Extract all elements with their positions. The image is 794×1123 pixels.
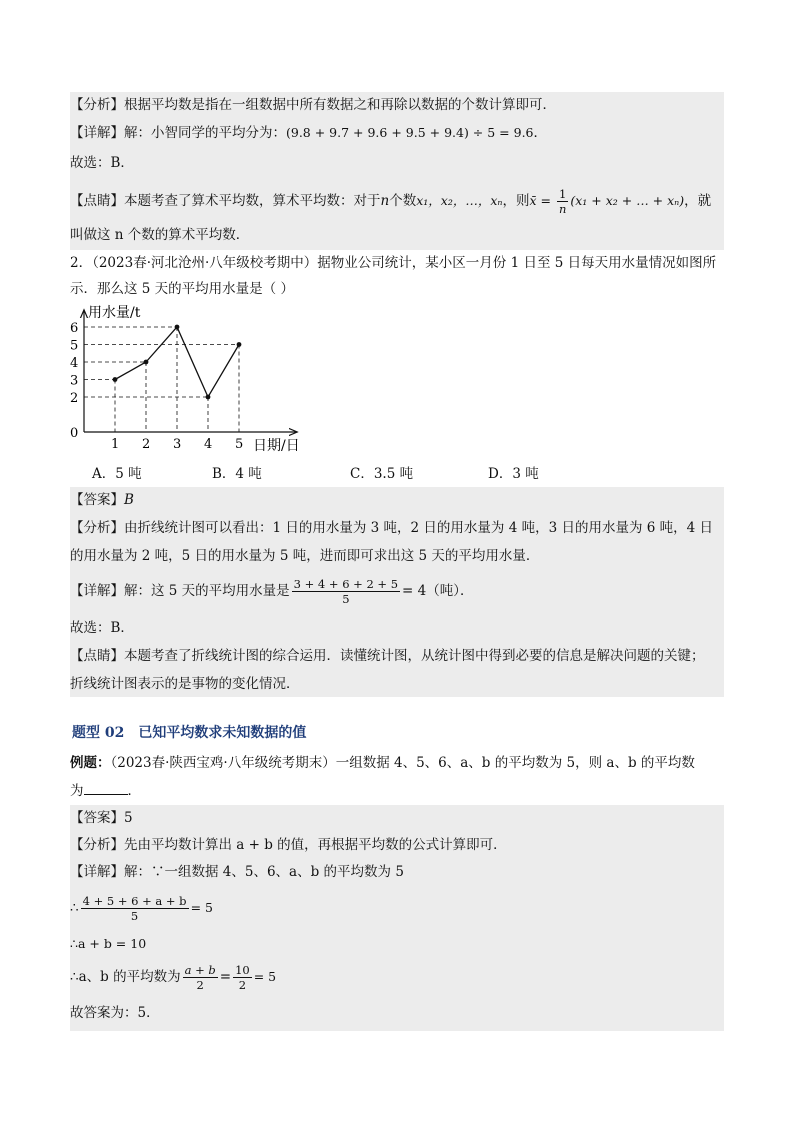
q2-answer-value: B — [124, 492, 134, 508]
data-point — [237, 342, 242, 347]
data-point — [113, 377, 118, 382]
q2-detail-fraction: $\frac{3 + 4 + 6 + 2 + 5}{5}$ — [293, 577, 399, 606]
example-step-3 — [70, 957, 724, 997]
q2-answer-line — [70, 487, 724, 513]
analysis-line — [70, 92, 724, 118]
q2-comment-line-2: 折线统计图表示的是事物的变化情况． — [70, 676, 300, 692]
q2-answer-tag: 【答案】 — [70, 492, 124, 508]
comment-xbar: x̄ = — [529, 193, 555, 208]
example-final-line: 故答案为：5． — [70, 1005, 160, 1021]
q2-analysis-tag: 【分析】 — [70, 520, 124, 536]
comment-x-list: x₁，x₂，…，xₙ — [416, 193, 503, 208]
step1-pre: ∴ — [70, 900, 79, 916]
y-tick-label: 0 — [70, 426, 79, 441]
comment-text-2: 个数 — [389, 193, 417, 209]
example-answer-value: 5 — [124, 810, 133, 826]
comment-text-4: ，就 — [684, 193, 712, 209]
x-tick-label: 4 — [204, 437, 213, 452]
comment-text-3: ，则 — [502, 193, 530, 209]
step1-fraction: $\frac{4 + 5 + 6 + a + b}{5}$ — [82, 894, 187, 923]
detail-line — [70, 120, 724, 146]
step1-post: = 5 — [190, 900, 213, 915]
y-axis-label: 用水量/t — [88, 305, 141, 321]
comment-fraction: $\frac{1}{n}$ — [558, 187, 567, 216]
step2-text: ∴a + b = 10 — [70, 936, 147, 951]
q2-detail-tag: 【详解】 — [70, 583, 124, 599]
data-point — [144, 360, 149, 365]
step3-post: = 5 — [253, 969, 277, 984]
q2-analysis-line-2: 的用水量为 2 吨，5 日的用水量为 5 吨，进而即可求出这 5 天的平均用水量． — [70, 548, 540, 564]
x-axis-label: 日期/日 — [253, 438, 300, 454]
x-tick-label: 3 — [173, 437, 182, 452]
example-analysis-line — [70, 832, 724, 858]
y-tick-label: 2 — [70, 391, 79, 406]
detail-end: ． — [533, 125, 548, 141]
example-stem-post: ． — [127, 783, 141, 799]
example-analysis-tag: 【分析】 — [70, 837, 124, 853]
option-b[interactable]: B．4 吨 — [212, 466, 262, 482]
analysis-tag: 【分析】 — [70, 97, 124, 113]
example-analysis-text: 先由平均数计算出 a + b 的值，再根据平均数的公式计算即可． — [124, 837, 507, 853]
x-tick-label: 2 — [142, 437, 151, 452]
x-tick-label: 5 — [235, 437, 244, 452]
y-tick-label: 3 — [70, 373, 79, 389]
y-tick-label: 4 — [70, 356, 79, 371]
detail-text: 解：小智同学的平均分为： — [124, 125, 286, 141]
example-stem-text: （2023春·陕西宝鸡·八年级统考期末）一组数据 4、5、6、a、b 的平均数为 5，则 a、b 的平均数 — [110, 755, 695, 771]
q2-comment-text-1: 本题考查了折线统计图的综合运用．读懂统计图，从统计图中得到必要的信息是解决问题的关键； — [124, 648, 705, 664]
section-title: 题型 02 已知平均数求未知数据的值 — [72, 725, 307, 741]
analysis-text: 根据平均数是指在一组数据中所有数据之和再除以数据的个数计算即可． — [124, 97, 556, 113]
step3-eq: = — [219, 969, 232, 985]
detail-formula: (9.8 + 9.7 + 9.6 + 9.5 + 9.4) ÷ 5 = 9.6 — [286, 125, 534, 140]
step3-pre: ∴a、b 的平均数为 — [70, 969, 181, 985]
q2-detail-text: 解：这 5 天的平均用水量是 — [124, 583, 290, 599]
example-detail-text: 解：∵一组数据 4、5、6、a、b 的平均数为 5 — [124, 864, 404, 880]
y-tick-label: 5 — [70, 338, 79, 354]
water-usage-line-chart — [60, 300, 320, 460]
example-detail-line — [70, 859, 724, 885]
q2-detail-result: = 4（吨）． — [402, 583, 474, 599]
detail-tag: 【详解】 — [70, 125, 124, 141]
q2-comment-line-1 — [70, 643, 724, 669]
data-point — [206, 395, 211, 400]
comment-tag: 【点睛】 — [70, 193, 124, 209]
q2-comment-tag: 【点睛】 — [70, 648, 124, 664]
q2-analysis-text-1: 由折线统计图可以看出：1 日的用水量为 3 吨，2 日的用水量为 4 吨，3 日的用水量为 6 吨，4 日 — [124, 520, 714, 536]
example-stem-line-1 — [70, 750, 724, 776]
example-answer-line — [70, 805, 724, 831]
q2-stem-line-1: 2．（2023春·河北沧州·八年级校考期中）据物业公司统计，某小区一月份 1 日至 5 日每天用水量情况如图所 — [70, 255, 717, 271]
comment-line-1 — [70, 186, 724, 216]
example-step-2 — [70, 931, 724, 957]
comment-text-1: 本题考查了算术平均数，算术平均数：对于 — [124, 193, 381, 209]
q2-choice-line: 故选：B． — [70, 620, 134, 636]
example-detail-tag: 【详解】 — [70, 864, 124, 880]
example-answer-tag: 【答案】 — [70, 810, 124, 826]
q2-analysis-line-1 — [70, 515, 724, 541]
example-stem-pre: 为 — [70, 783, 84, 799]
x-tick-label: 1 — [111, 437, 120, 452]
q2-stem-line-2: 示．那么这 5 天的平均用水量是（ ） — [70, 281, 294, 297]
comment-line-2: 叫做这 n 个数的算术平均数． — [70, 227, 250, 243]
option-c[interactable]: C．3.5 吨 — [350, 466, 414, 482]
comment-n: n — [380, 193, 390, 209]
example-stem-line-2 — [70, 778, 724, 804]
q2-detail-line — [70, 574, 724, 608]
example-label: 例题： — [70, 755, 111, 771]
option-a[interactable]: A．5 吨 — [92, 466, 142, 482]
step3-fraction-2: $\frac{10}{2}$ — [235, 963, 250, 992]
y-tick-label: 6 — [70, 321, 79, 336]
step3-fraction-1: $\frac{a + b}{2}$ — [184, 963, 216, 992]
comment-sum: (x₁ + x₂ + … + xₙ) — [570, 193, 685, 208]
option-d[interactable]: D．3 吨 — [488, 466, 539, 482]
answer-blank[interactable] — [84, 778, 128, 795]
data-point — [175, 325, 180, 330]
example-step-1 — [70, 886, 724, 930]
choice-line: 故选：B． — [70, 155, 134, 171]
